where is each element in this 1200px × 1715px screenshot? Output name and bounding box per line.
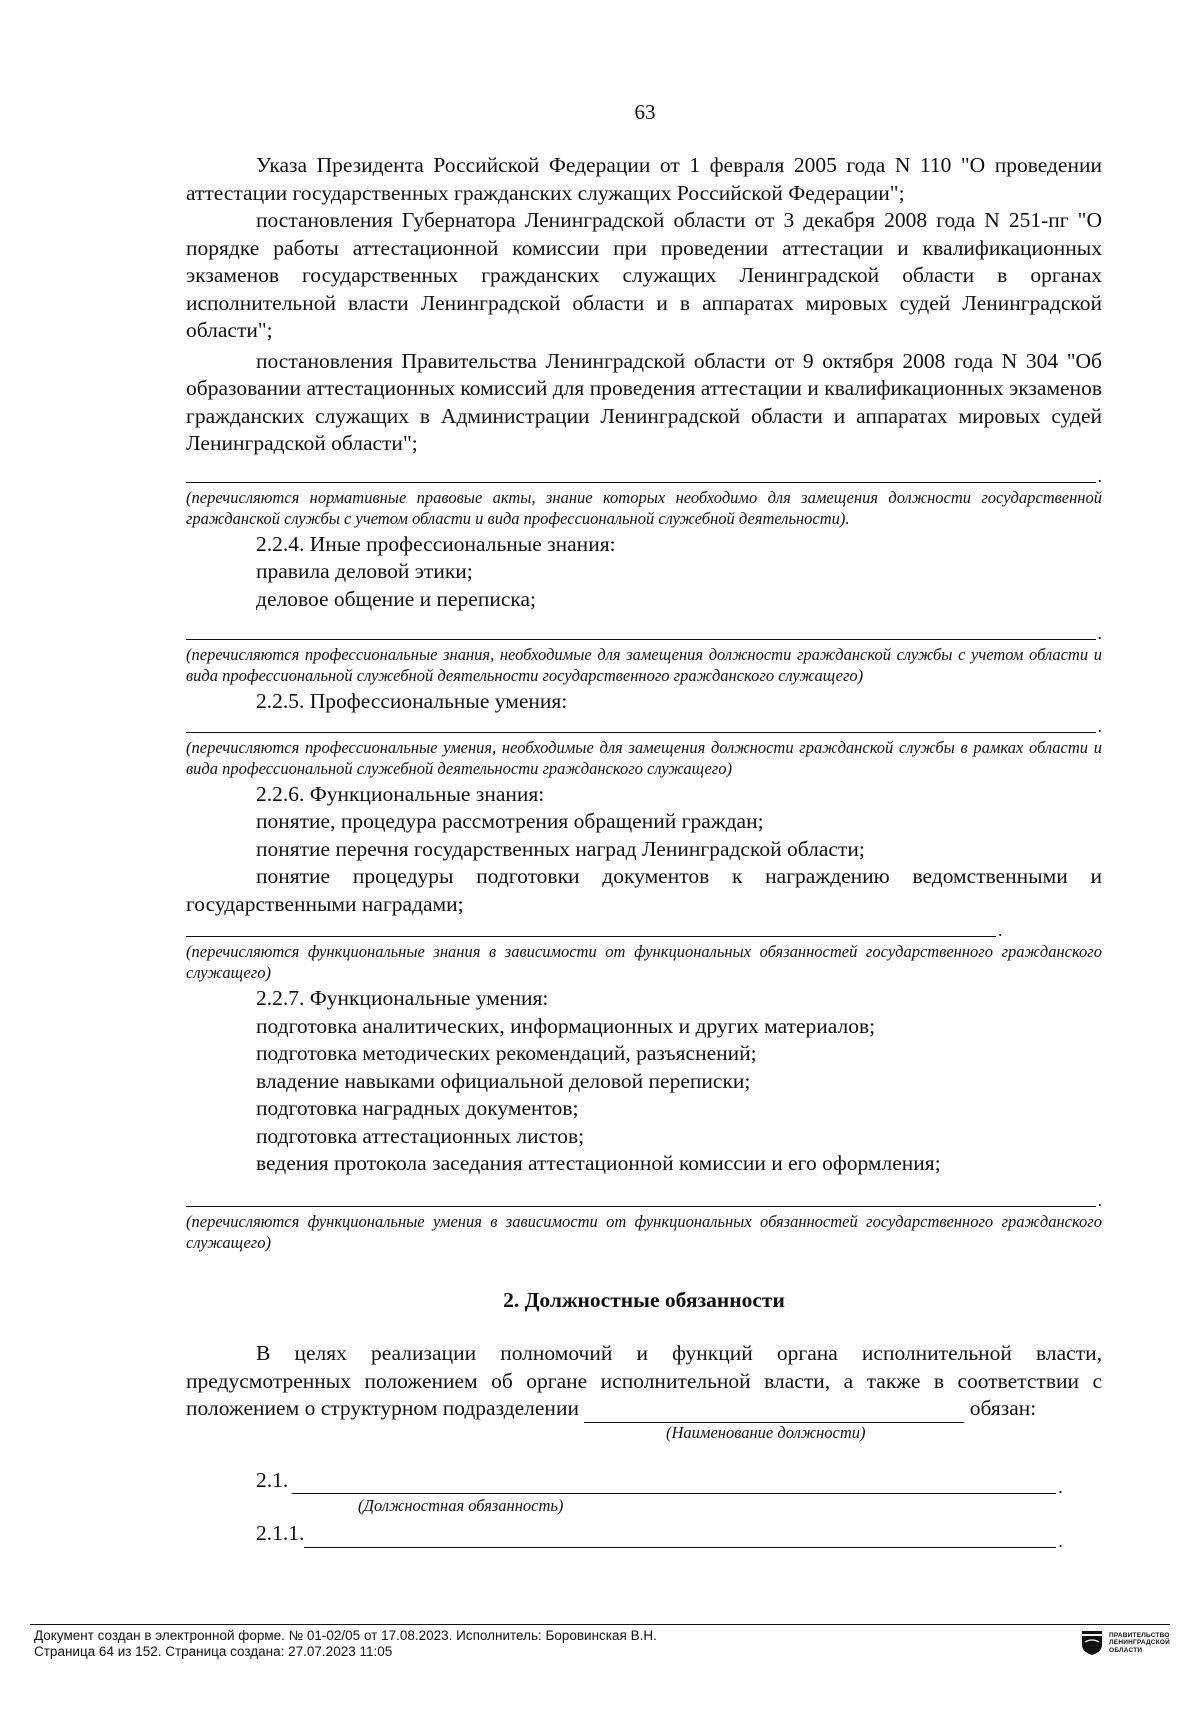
list-item: понятие, процедура рассмотрения обращений граждан;	[256, 809, 764, 833]
list-item: понятие процедуры подготовки документов к награждению ведомственными и государственными наградами;	[186, 864, 1102, 916]
section-2-2-7-title: 2.2.7. Функциональные умения:	[256, 986, 549, 1010]
list-item: подготовка аналитических, информационных и других материалов;	[256, 1013, 876, 1038]
paragraph-duties	[186, 1340, 1102, 1423]
blank-line: .	[186, 718, 1102, 733]
duty-blank	[292, 1477, 1056, 1494]
government-logo	[1081, 1630, 1170, 1656]
list-item: владение навыками официальной деловой переписки;	[256, 1068, 751, 1093]
note-professional-skills: (перечисляются профессиональные умения, необходимые для замещения должности гражданской службы в рамках области и вида профессиональной служебной деятельности гражданского служащего)	[186, 737, 1102, 778]
footer-line-1: Документ создан в электронной форме. № 01-02/05 от 17.08.2023. Исполнитель: Боровинская В.Н.	[34, 1628, 657, 1643]
list-item: деловое общение и переписка;	[256, 586, 537, 611]
blank-line: .	[186, 468, 1102, 483]
label-duty: (Должностная обязанность)	[358, 1496, 564, 1515]
list-item: подготовка аттестационных листов;	[256, 1123, 585, 1148]
list-item: понятие перечня государственных наград Ленинградской области;	[256, 836, 865, 861]
note-normative-acts: (перечисляются нормативные правовые акты, знание которых необходимо для замещения должности государственной гражданской службы с учетом области и вида профессиональной служебной деятельности).	[186, 487, 1102, 528]
footer-line-2: Страница 64 из 152. Страница создана: 27.07.2023 11:05	[34, 1644, 393, 1659]
paragraph-ukaz: Указа Президента Российской Федерации от 1 февраля 2005 года N 110 "О проведении аттестации государственных гражданских служащих Российской Федерации";	[186, 153, 1102, 205]
item-2-1: 2.1.	[256, 1467, 289, 1492]
section-2-2-6-title: 2.2.6. Функциональные знания:	[256, 781, 545, 806]
duties-text: В целях реализации полномочий и функций органа исполнительной власти, предусмотренных положением об органе исполнительной власти, а также в соответствии с положением о структурном подразделении	[186, 1341, 1102, 1420]
duty-blank	[304, 1531, 1056, 1548]
section-2-2-5-title: 2.2.5. Профессиональные умения:	[256, 689, 568, 713]
blank-line: .	[186, 1192, 1102, 1207]
paragraph-gubernator: постановления Губернатора Ленинградской области от 3 декабря 2008 года N 251-пг "О порядке работы аттестационной комиссии при проведении аттестации и квалификационных экзаменов государственных гражданских служащих Ленинградской области в органах исполнительной власти Ленинградской области и в аппаратах мировых судей Ленинградской области";	[186, 208, 1102, 342]
note-professional-knowledge: (перечисляются профессиональные знания, необходимые для замещения должности гражданской службы с учетом области и вида профессиональной служебной деятельности государственного гражданского служащего)	[186, 645, 1102, 685]
list-item: подготовка методических рекомендаций, разъяснений;	[256, 1041, 757, 1065]
item-2-1-1: 2.1.1.	[256, 1521, 305, 1545]
position-blank	[584, 1402, 964, 1423]
blank-line: .	[186, 625, 1102, 640]
list-item: ведения протокола заседания аттестационной комиссии и его оформления;	[256, 1151, 941, 1175]
duty-line-2-1: 2.1. .	[186, 1467, 1102, 1495]
note-functional-skills: (перечисляются функциональные умения в зависимости от функциональных обязанностей государственного гражданского служащего)	[186, 1211, 1102, 1252]
duties-obliged: обязан:	[969, 1396, 1037, 1420]
note-functional-knowledge: (перечисляются функциональные знания в зависимости от функциональных обязанностей государственного гражданского служащего)	[186, 942, 1102, 982]
blank-line: .	[186, 922, 1102, 937]
footer	[34, 1628, 657, 1660]
list-item: подготовка наградных документов;	[256, 1096, 579, 1120]
footer-divider	[30, 1624, 1170, 1625]
duty-line-2-1-1: 2.1.1. .	[186, 1520, 1102, 1548]
logo-text: ПРАВИТЕЛЬСТВО ЛЕНИНГРАДСКОЙ ОБЛАСТИ	[1109, 1631, 1170, 1654]
document-body	[186, 152, 1102, 1551]
section-heading: 2. Должностные обязанности	[503, 1287, 785, 1312]
page-number: 63	[634, 100, 656, 124]
emblem-icon	[1081, 1630, 1103, 1656]
list-item: правила деловой этики;	[256, 559, 473, 583]
paragraph-pravitelstvo: постановления Правительства Ленинградской области от 9 октября 2008 года N 304 "Об образовании аттестационных комиссий для проведения аттестации и квалификационных экзаменов гражданских служащих в Администрации Ленинградской области и аппаратах мировых судей Ленинградской области";	[186, 348, 1102, 455]
label-position: (Наименование должности)	[666, 1422, 866, 1442]
section-2-2-4-title: 2.2.4. Иные профессиональные знания:	[256, 531, 616, 556]
